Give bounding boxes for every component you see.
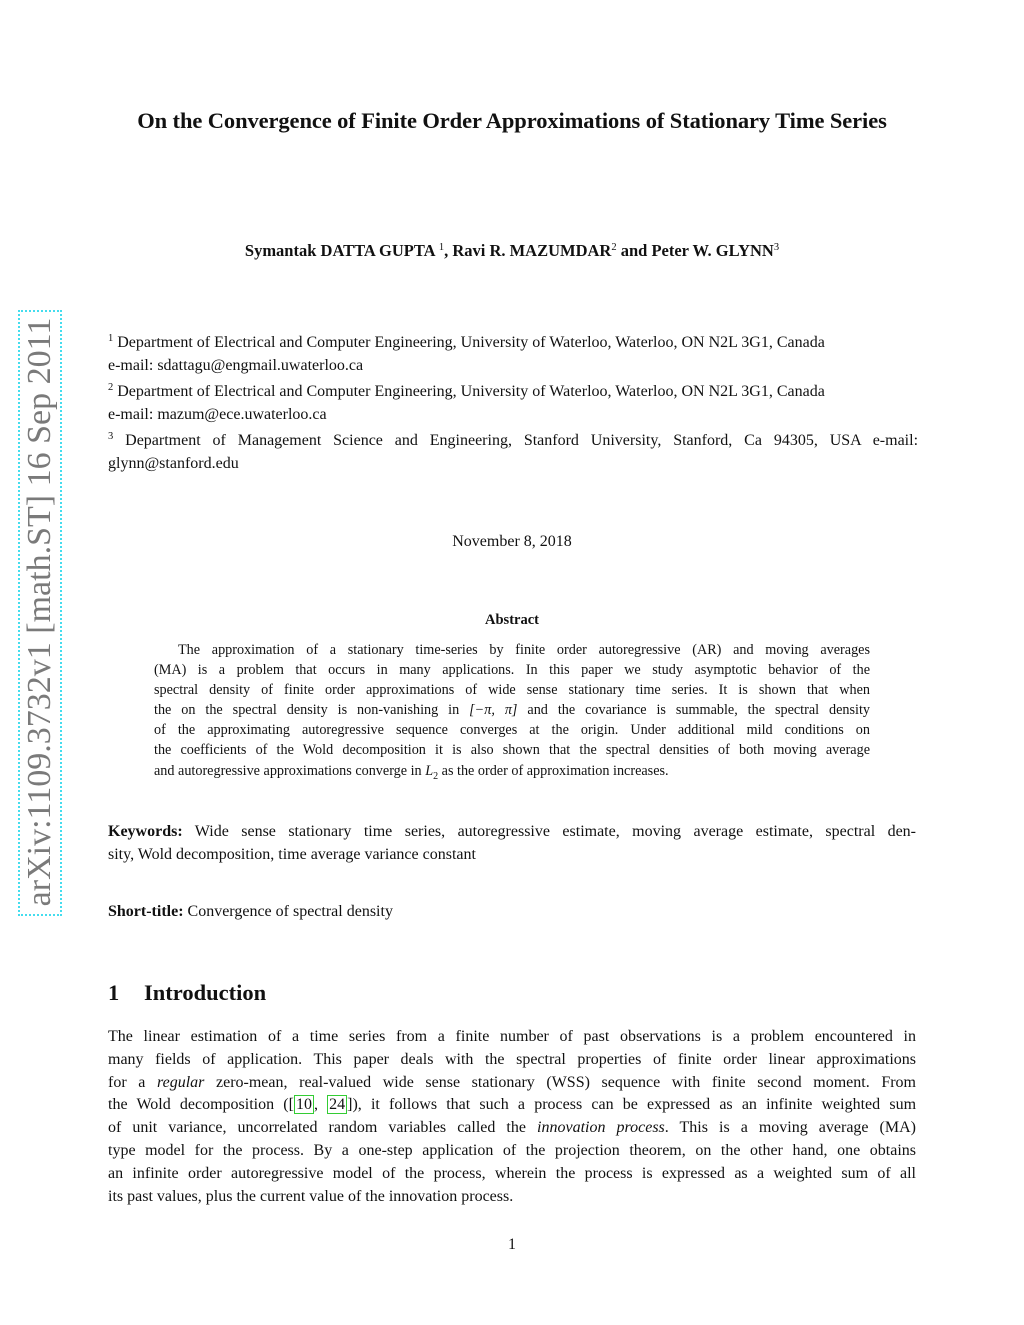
paper-date: November 8, 2018 <box>452 533 572 550</box>
intro-text: of unit variance, uncorrelated random variables called the <box>108 1119 538 1137</box>
intro-line: an infinite order autoregressive model of the process, wherein the process is expressed as a weighted sum of all <box>108 1164 916 1182</box>
affiliation-email: e-mail: mazum@ece.uwaterloo.ca <box>108 405 327 423</box>
intro-line <box>108 1117 916 1140</box>
affiliation-mark: 3 <box>773 242 780 253</box>
affiliation-mark: 3 <box>108 431 114 443</box>
short-title-label: Short-title: <box>108 903 184 920</box>
affiliation-line <box>108 328 918 355</box>
affiliation-text: Department of Electrical and Computer Engineering, University of Waterloo, Waterloo, ON N2L 3G1, Canada <box>117 334 825 351</box>
short-title-text: Convergence of spectral density <box>183 903 393 920</box>
intro-text: . This is a moving average (MA) <box>664 1119 916 1137</box>
affiliation-mark: 2 <box>611 242 617 253</box>
keywords-line <box>108 820 916 843</box>
abstract-line: of the approximating autoregressive sequence converges at the origin. Under additional mild conditions on <box>154 722 870 739</box>
short-title <box>108 903 916 921</box>
abstract-text: as the order of approximation increases. <box>438 762 669 779</box>
author-separator: , <box>444 241 453 260</box>
intro-line <box>108 1094 916 1117</box>
intro-line: its past values, plus the current value of the innovation process. <box>108 1187 514 1205</box>
author-list <box>60 241 964 261</box>
paper-title: On the Convergence of Finite Order Approximations of Stationary Time Series <box>137 108 887 133</box>
affiliations <box>108 328 918 476</box>
intro-line <box>108 1072 916 1095</box>
math-interval: [−π, π] <box>469 702 518 719</box>
keywords-text: Wide sense stationary time series, autoregressive estimate, moving average estimate, spectral den- <box>182 823 916 840</box>
affiliation-text: Department of Management Science and Engineering, Stanford University, Stanford, Ca 94305, USA e-mail: <box>125 432 919 450</box>
intro-text: for a <box>108 1073 157 1091</box>
math-symbol: L <box>425 762 434 779</box>
affiliation-mark: 2 <box>108 382 114 394</box>
section-number: 1 <box>108 980 120 1005</box>
math-subscript: 2 <box>433 770 439 782</box>
affiliation-mark: 1 <box>438 242 445 253</box>
author-separator: and <box>616 241 652 260</box>
abstract-line <box>154 700 870 720</box>
author-name: Symantak DATTA GUPTA <box>244 241 435 260</box>
abstract-body <box>154 640 870 786</box>
affiliation-mark: 1 <box>108 333 114 344</box>
abstract-text: and the covariance is summable, the spectral density <box>517 702 870 719</box>
affiliation-line <box>108 426 918 453</box>
section-title: Introduction <box>144 980 267 1005</box>
section-heading <box>108 980 266 1006</box>
abstract-line: the coefficients of the Wold decomposition it is also shown that the spectral densities of both moving average <box>154 742 870 759</box>
abstract-text: and autoregressive approximations converge in <box>154 762 426 779</box>
keywords-label: Keywords: <box>108 823 183 840</box>
citation-link[interactable]: 10 <box>295 1096 312 1114</box>
affiliation-text: Department of Electrical and Computer Engineering, University of Waterloo, Waterloo, ON N2L 3G1, Canada <box>117 383 825 401</box>
affiliation-email: glynn@stanford.edu <box>108 454 239 472</box>
author-name: Ravi R. MAZUMDAR <box>452 241 612 260</box>
arxiv-stamp: arXiv:1109.3732v1 [math.ST] 16 Sep 2011 <box>21 317 58 907</box>
abstract-line: The approximation of a stationary time-series by finite order autoregressive (AR) and moving averages <box>178 642 870 658</box>
abstract-line: spectral density of finite order approximations of wide sense stationary time series. It is shown that when <box>154 682 870 699</box>
intro-paragraph <box>108 1026 916 1208</box>
abstract-line: (MA) is a problem that occurs in many applications. In this paper we study asymptotic behavior of the <box>154 662 870 679</box>
keywords-line: sity, Wold decomposition, time average variance constant <box>108 846 476 863</box>
abstract-text: the on the spectral density is non-vanishing in <box>154 702 470 719</box>
intro-emphasis: regular <box>156 1073 205 1091</box>
intro-line: type model for the process. By a one-step application of the projection theorem, on the other hand, one obtains <box>108 1141 916 1159</box>
intro-line: many fields of application. This paper deals with the spectral properties of finite order linear approximations <box>108 1050 916 1068</box>
abstract-line <box>154 761 870 787</box>
intro-line: The linear estimation of a time series from a finite number of past observations is a problem encountered in <box>108 1028 916 1045</box>
intro-text: zero-mean, real-valued wide sense stationary (WSS) sequence with finite second moment. From <box>204 1073 916 1091</box>
abstract-heading: Abstract <box>485 612 539 628</box>
affiliation-email: e-mail: sdattagu@engmail.uwaterloo.ca <box>108 356 364 374</box>
intro-text: the Wold decomposition ([ <box>108 1096 294 1114</box>
intro-emphasis: innovation process <box>537 1119 665 1137</box>
page-number: 1 <box>508 1236 516 1253</box>
author-name: Peter W. GLYNN <box>651 241 774 260</box>
keywords <box>108 820 916 866</box>
intro-text: , <box>313 1096 328 1114</box>
citation-link[interactable]: 24 <box>329 1096 346 1114</box>
intro-text: ]), it follows that such a process can be expressed as an infinite weighted sum <box>347 1096 917 1114</box>
affiliation-line <box>108 377 918 404</box>
